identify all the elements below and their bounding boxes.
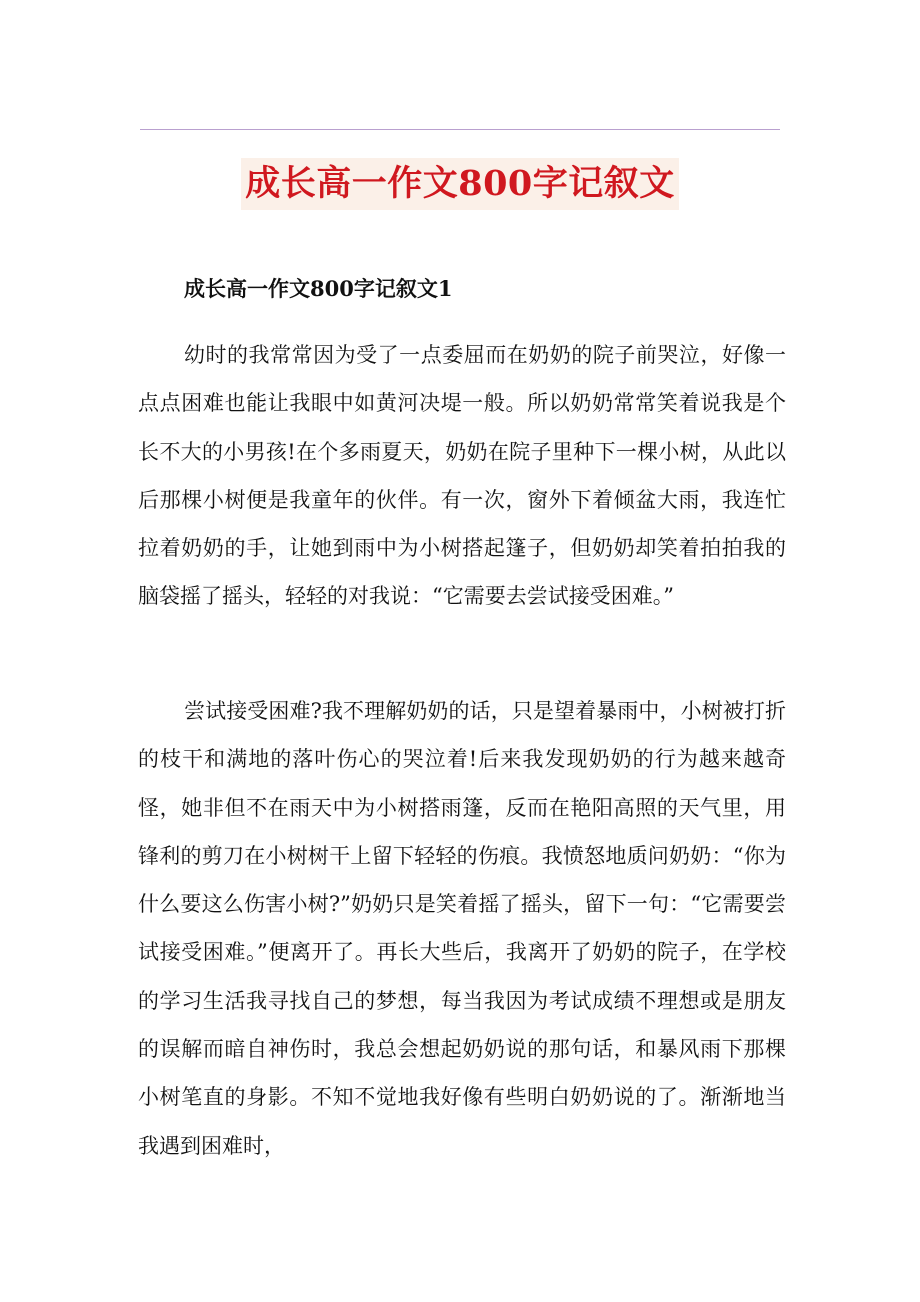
document-title: 成长高一作文800字记叙文: [241, 158, 679, 210]
title-container: [0, 158, 920, 210]
body-paragraph-1: 幼时的我常常因为受了一点委屈而在奶奶的院子前哭泣，好像一点点困难也能让我眼中如黄河决堤一般。所以奶奶常常笑着说我是个长不大的小男孩!在个多雨夏天，奶奶在院子里种下一棵小树，从此以后那棵小树便是我童年的伙伴。有一次，窗外下着倾盆大雨，我连忙拉着奶奶的手，让她到雨中为小树搭起篷子，但奶奶却笑着拍拍我的脑袋摇了摇头，轻轻的对我说：“它需要去尝试接受困难。”: [138, 343, 786, 609]
section-heading: 成长高一作文800字记叙文1: [184, 276, 453, 301]
header-divider: [140, 129, 780, 130]
body-paragraph-2: 尝试接受困难?我不理解奶奶的话，只是望着暴雨中，小树被打折的枝干和满地的落叶伤心的哭泣着!后来我发现奶奶的行为越来越奇怪，她非但不在雨天中为小树搭雨篷，反而在艳阳高照的天气里，用锋利的剪刀在小树树干上留下轻轻的伤痕。我愤怒地质问奶奶：“你为什么要这么伤害小树?”奶奶只是笑着摇了摇头，留下一句：“它需要尝试接受困难。”便离开了。再长大些后，我离开了奶奶的院子，在学校的学习生活我寻找自己的梦想，每当我因为考试成绩不理想或是朋友的误解而暗自神伤时，我总会想起奶奶说的那句话，和暴风雨下那棵小树笔直的身影。不知不觉地我好像有些明白奶奶说的了。渐渐地当我遇到困难时，: [138, 699, 786, 1158]
